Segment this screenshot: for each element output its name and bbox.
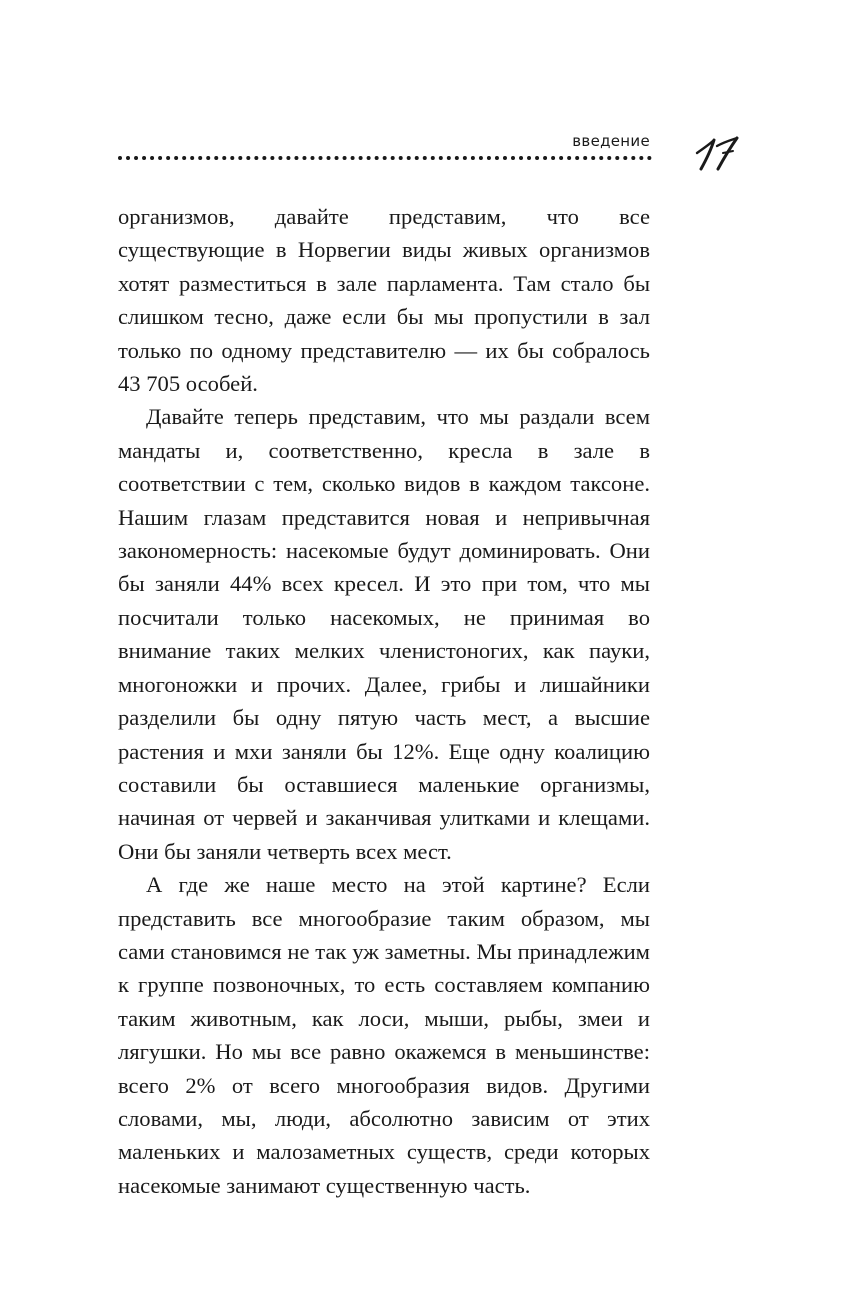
paragraph: организмов, давайте представим, что все существующие в Норвегии виды живых организмов хотят разместиться в зале парламента. Там стало бы слишком тесно, даже если бы мы пропустили в зал только по одному представителю — их бы собралось 43 705 особей. bbox=[118, 204, 650, 397]
page-number-glyph-icon bbox=[690, 120, 750, 180]
paragraph: Давайте теперь представим, что мы раздали всем мандаты и, соответственно, кресла в зале в соответствии с тем, сколько видов в каждом таксоне. Нашим глазам представится новая и непривычная закономерность: насекомые будут доминировать. Они бы заняли 44% всех кресел. И это при том, что мы посчитали только насекомых, не принимая во внимание таких мелких членистоногих, как пауки, многоножки и прочих. Далее, грибы и лишайники разделили бы одну пятую часть мест, а высшие растения и мхи заняли бы 12%. Еще одну коалицию составили бы оставшиеся маленькие организмы, начиная от червей и заканчивая улитками и клещами. Они бы заняли четверть всех мест. bbox=[118, 404, 650, 864]
page-number bbox=[690, 120, 750, 180]
header-dotted-rule bbox=[118, 156, 652, 160]
paragraph: А где же наше место на этой картине? Если представить все многообразие таким образом, мы сами становимся не так уж заметны. Мы принадлежим к группе позвоночных, то есть составляем компанию таким животным, как лоси, мыши, рыбы, змеи и лягушки. Но мы все равно окажемся в меньшинстве: всего 2% от всего многообразия видов. Другими словами, мы, люди, абсолютно зависим от этих маленьких и малозаметных существ, среди которых насекомые занимают существенную часть. bbox=[118, 872, 650, 1198]
body-text bbox=[118, 200, 650, 1202]
running-head-title: введение bbox=[572, 132, 650, 150]
